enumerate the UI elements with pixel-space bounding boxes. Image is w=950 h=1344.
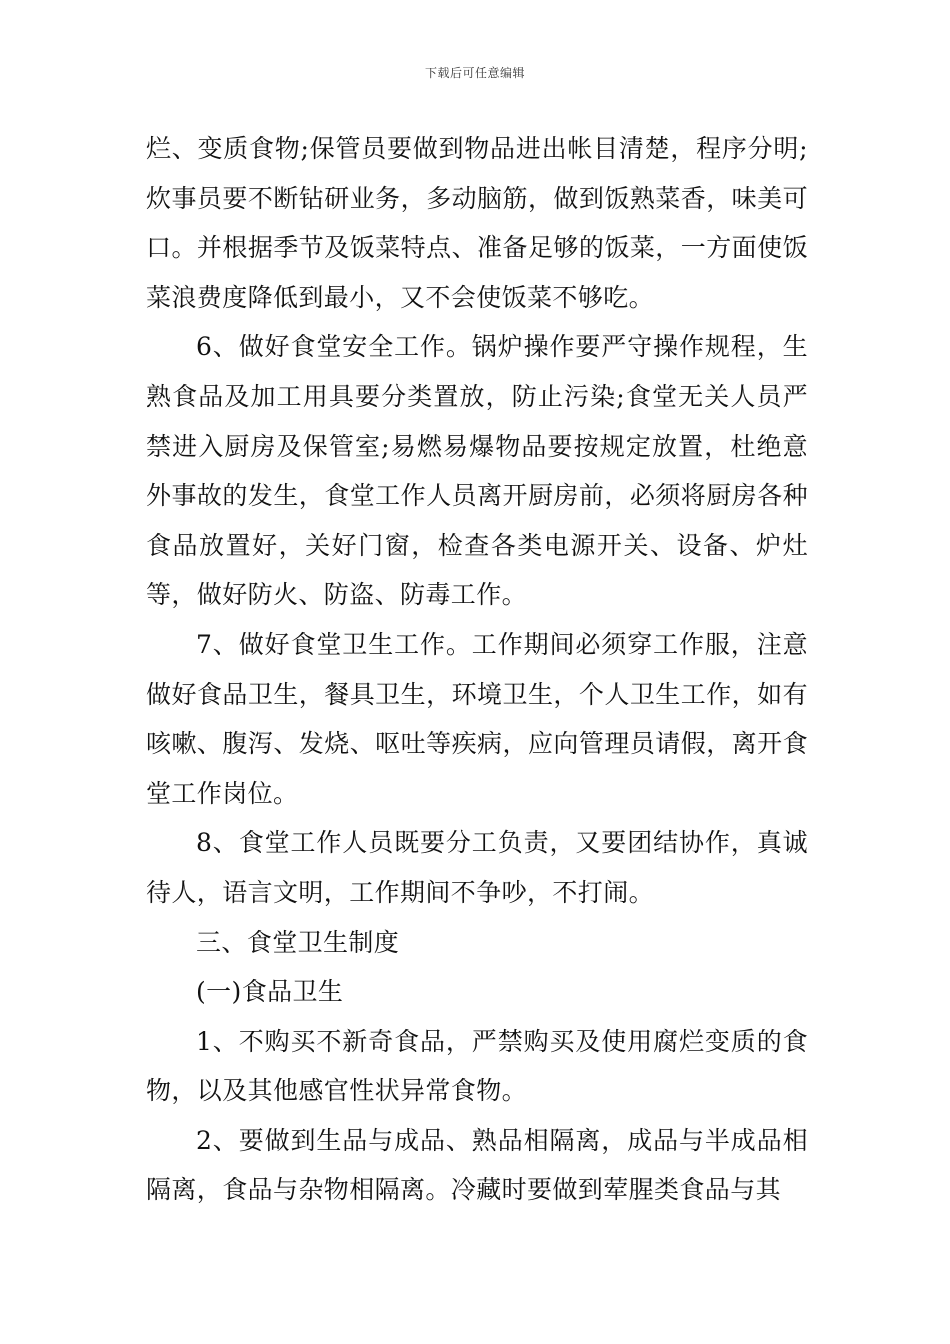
paragraph-item-6: 6、做好食堂安全工作。锅炉操作要严守操作规程，生熟食品及加工用具要分类置放，防止污染;食堂无关人员严禁进入厨房及保管室;易燃易爆物品要按规定放置，杜绝意外事故的发生，食堂工作人员离开厨房前，必须将厨房各种食品放置好，关好门窗，检查各类电源开关、设备、炉灶等，做好防火、防盗、防毒工作。 (146, 332, 808, 610)
paragraph-item-8: 8、食堂工作人员既要分工负责，又要团结协作，真诚待人，语言文明，工作期间不争吵，不打闹。 (146, 828, 808, 907)
paragraph-rule-2: 2、要做到生品与成品、熟品相隔离，成品与半成品相隔离，食品与杂物相隔离。冷藏时要做到荤腥类食品与其 (146, 1125, 808, 1205)
document-body (146, 124, 808, 1215)
section-heading: 三、食堂卫生制度 (196, 927, 400, 957)
page-header: 下载后可任意编辑 (424, 66, 525, 80)
paragraph-item-7: 7、做好食堂卫生工作。工作期间必须穿工作服，注意做好食品卫生，餐具卫生，环境卫生，个人卫生工作，如有咳嗽、腹泻、发烧、呕吐等疾病，应向管理员请假，离开食堂工作岗位。 (146, 629, 808, 808)
paragraph-rule-1: 1、不购买不新奇食品，严禁购买及使用腐烂变质的食物，以及其他感官性状异常食物。 (146, 1026, 808, 1106)
paragraph-continuation: 烂、变质食物;保管员要做到物品进出帐目清楚，程序分明;炊事员要不断钻研业务，多动脑筋，做到饭熟菜香，味美可口。并根据季节及饭菜特点、准备足够的饭菜，一方面使饭菜浪费度降低到最小，又不会使饭菜不够吃。 (146, 134, 808, 312)
subsection-heading: (一)食品卫生 (196, 977, 344, 1007)
